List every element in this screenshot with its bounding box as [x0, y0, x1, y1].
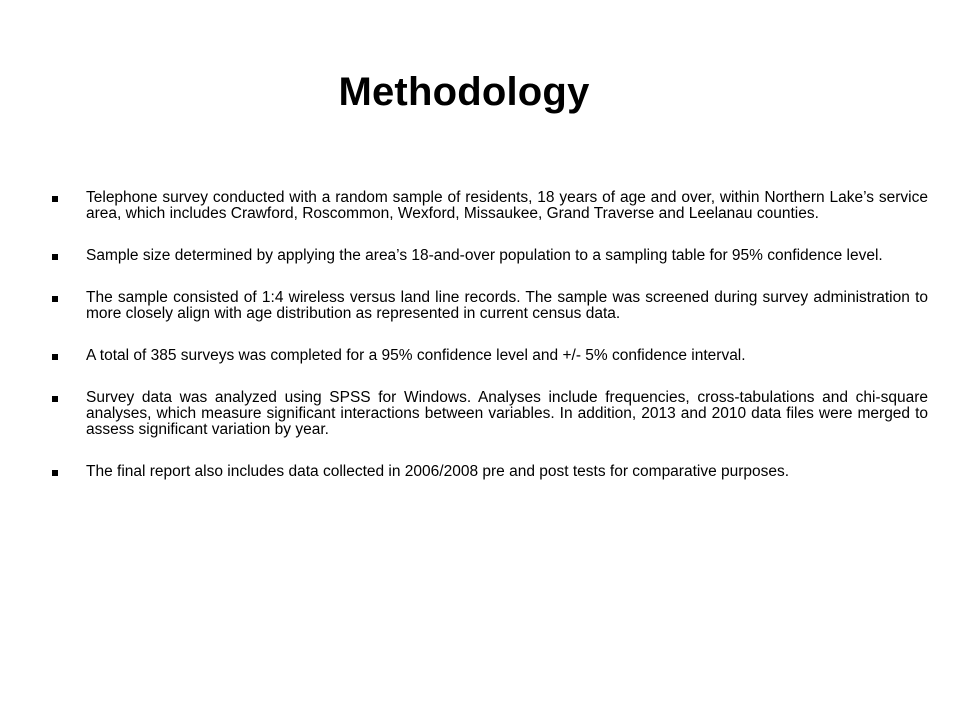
bullet-text: Sample size determined by applying the area’s 18-and-over population to a sampling table for 95% confidence level.	[86, 247, 883, 264]
bullet-item	[48, 290, 928, 322]
square-bullet-icon	[52, 470, 58, 476]
bullet-item	[48, 348, 928, 364]
bullet-text: The sample consisted of 1:4 wireless versus land line records. The sample was screened during survey administration to more closely align with age distribution as represented in current census data.	[86, 289, 928, 322]
square-bullet-icon	[52, 296, 58, 302]
bullet-item	[48, 190, 928, 222]
square-bullet-icon	[52, 354, 58, 360]
square-bullet-icon	[52, 196, 58, 202]
square-bullet-icon	[52, 254, 58, 260]
bullet-item	[48, 390, 928, 438]
bullet-list	[48, 190, 928, 506]
square-bullet-icon	[52, 396, 58, 402]
bullet-text: Telephone survey conducted with a random sample of residents, 18 years of age and over, within Northern Lake’s service area, which includes Crawford, Roscommon, Wexford, Missaukee, Grand Traverse and Leelanau counties.	[86, 189, 928, 222]
bullet-text: A total of 385 surveys was completed for a 95% confidence level and +/- 5% confidence interval.	[86, 347, 746, 364]
bullet-item	[48, 248, 928, 264]
bullet-text: Survey data was analyzed using SPSS for Windows. Analyses include frequencies, cross-tabulations and chi-square analyses, which measure significant interactions between variables. In addition, 2013 and 2010 data files were merged to assess significant variation by year.	[86, 389, 928, 438]
bullet-item	[48, 464, 928, 480]
bullet-text: The final report also includes data collected in 2006/2008 pre and post tests for comparative purposes.	[86, 463, 790, 480]
slide-title: Methodology	[338, 70, 590, 114]
